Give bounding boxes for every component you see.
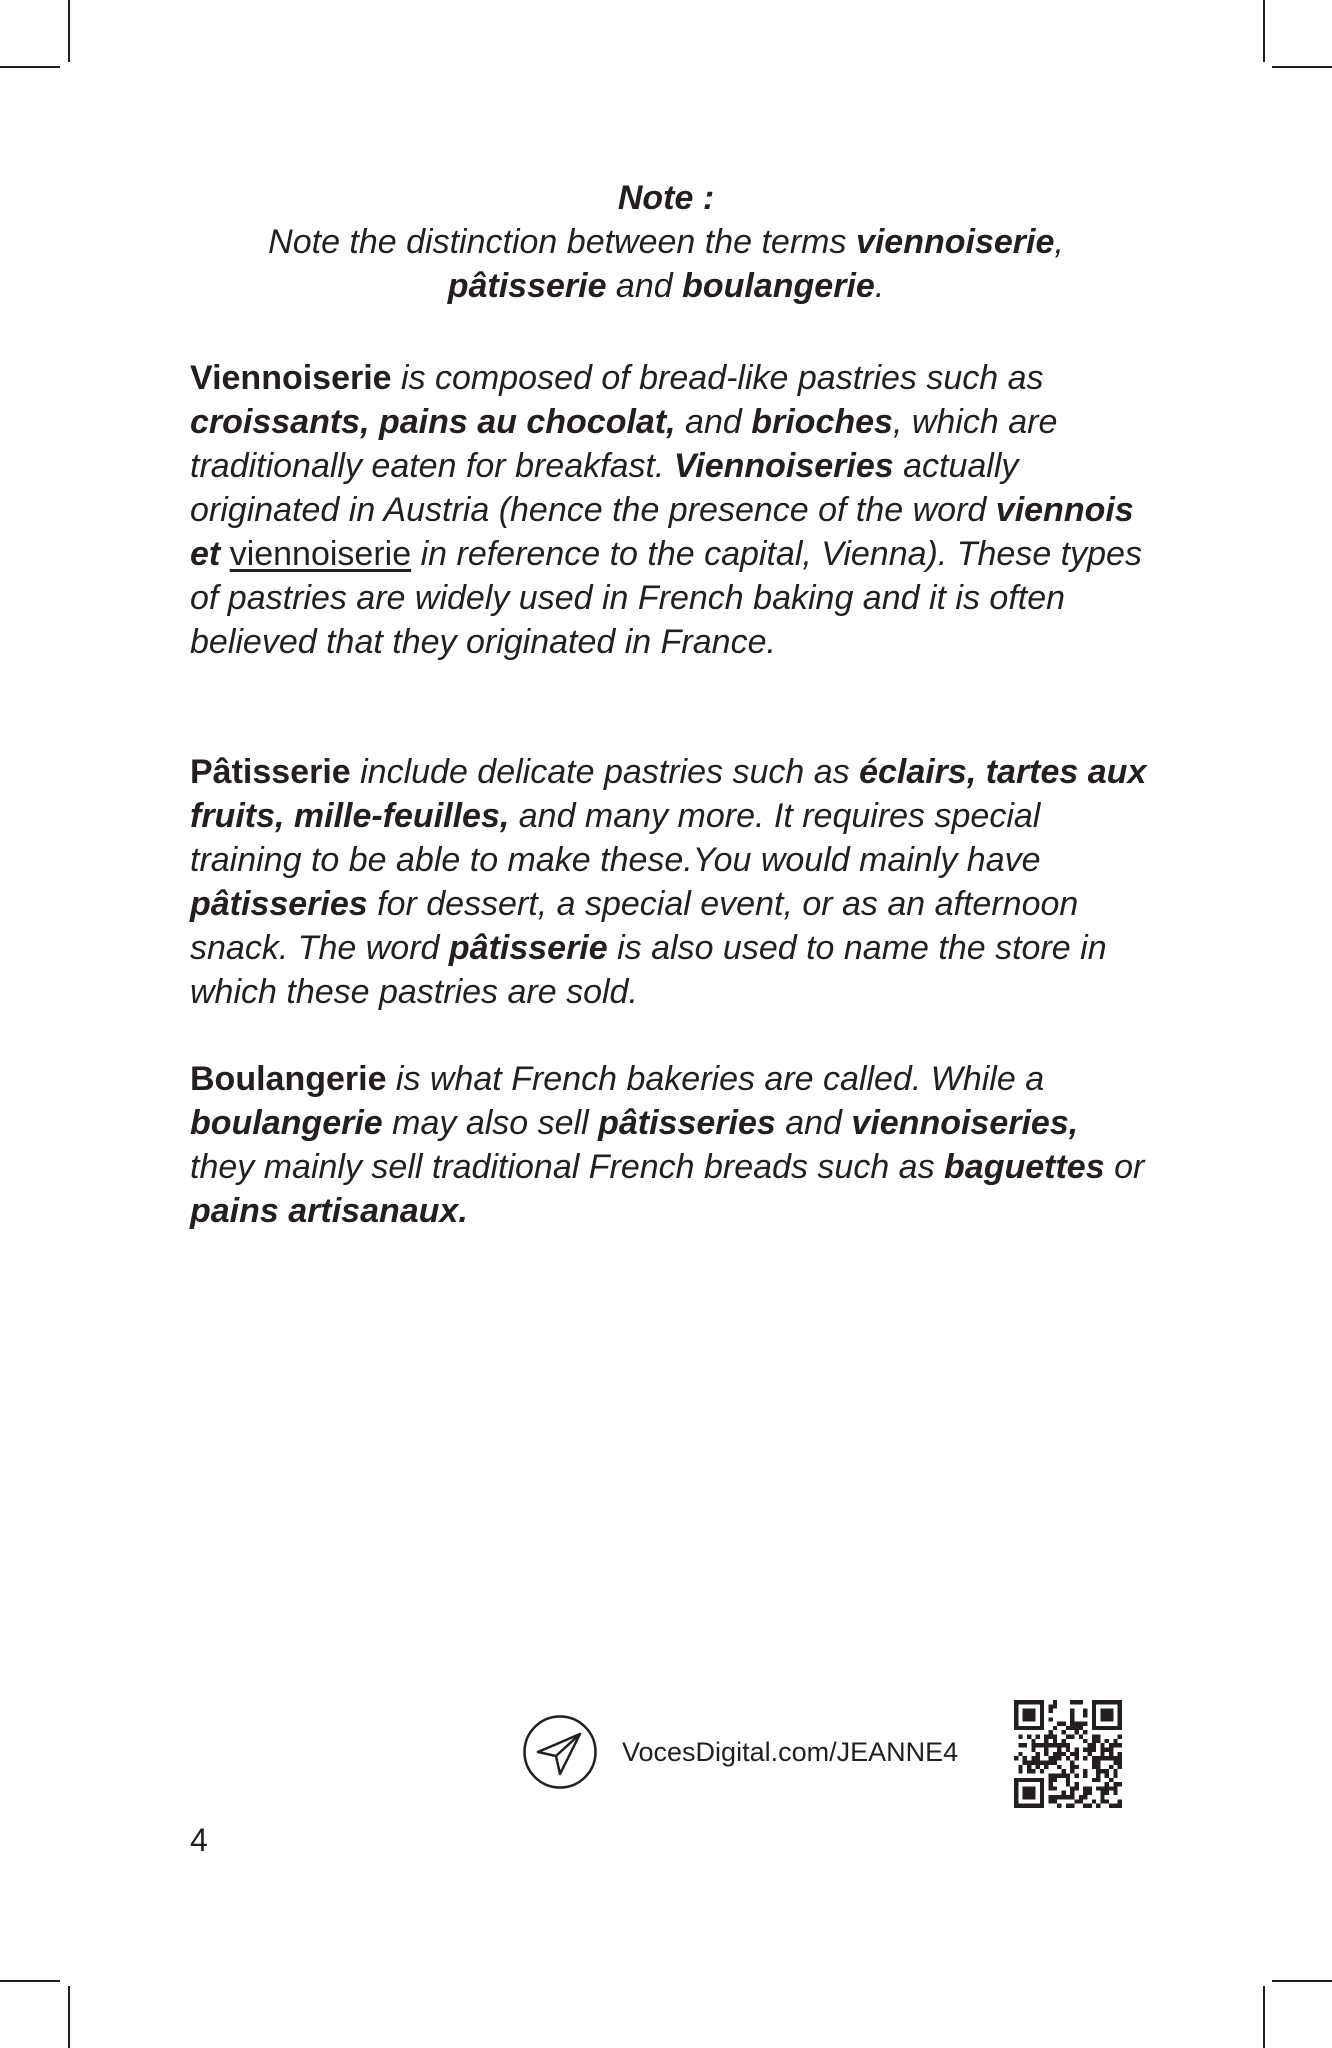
crop-mark-top-left-horizontal bbox=[0, 66, 60, 68]
navigation-arrow-icon bbox=[522, 1714, 598, 1790]
bold-term: boulangerie bbox=[190, 1104, 383, 1142]
paragraph-text: and bbox=[675, 403, 752, 441]
paragraph-lead: Boulangerie bbox=[190, 1060, 387, 1098]
bold-term: pâtisserie bbox=[448, 929, 608, 967]
note-title: Note : bbox=[617, 179, 715, 217]
bold-term: viennoiseries, bbox=[851, 1104, 1079, 1142]
crop-mark-top-right-horizontal bbox=[1272, 66, 1332, 68]
paragraph-text: in reference to the capital, Vienna). These types of pastries are widely used in French baking and it is often believed that they originated in France. bbox=[190, 535, 1142, 661]
paragraph-lead: Pâtisserie bbox=[190, 753, 351, 791]
paragraph-text: is what French bakeries are called. While a bbox=[386, 1060, 1045, 1098]
note-comma: , bbox=[1054, 223, 1064, 261]
bold-term: pains artisanaux. bbox=[190, 1192, 468, 1230]
crop-mark-bottom-left-horizontal bbox=[0, 1980, 60, 1982]
paragraph-boulangerie bbox=[190, 1057, 1150, 1233]
note-block bbox=[190, 176, 1142, 308]
note-text bbox=[190, 220, 1142, 308]
note-and: and bbox=[606, 267, 683, 305]
paragraph-text: include delicate pastries such as bbox=[350, 753, 860, 791]
crop-mark-bottom-left-vertical bbox=[68, 1986, 70, 2048]
paragraph-lead: Viennoiserie bbox=[190, 359, 392, 397]
underlined-term: viennoiserie bbox=[229, 535, 412, 573]
paragraph-patisserie bbox=[190, 750, 1150, 1014]
paragraph-viennoiserie bbox=[190, 356, 1150, 664]
paragraph-text: and many more. It requires special training to be able to make these.You would mainly have bbox=[190, 797, 1041, 879]
paragraph-text: for dessert, a special event, or as an afternoon snack. The word bbox=[190, 885, 1079, 967]
note-term-patisserie: pâtisserie bbox=[447, 267, 607, 305]
bold-term: Viennoiseries bbox=[673, 447, 894, 485]
space bbox=[220, 535, 229, 573]
crop-mark-top-left-vertical bbox=[68, 0, 70, 62]
note-term-boulangerie: boulangerie bbox=[682, 267, 875, 305]
crop-mark-bottom-right-horizontal bbox=[1272, 1980, 1332, 1982]
resource-url[interactable]: VocesDigital.com/JEANNE4 bbox=[622, 1736, 959, 1767]
paragraph-text: is also used to name the store in which these pastries are sold. bbox=[190, 929, 1107, 1011]
note-term-viennoiserie: viennoiserie bbox=[855, 223, 1055, 261]
crop-mark-top-right-vertical bbox=[1263, 0, 1265, 62]
bold-term: pâtisseries bbox=[598, 1104, 776, 1142]
bold-term: viennois et bbox=[190, 491, 1134, 573]
crop-mark-bottom-right-vertical bbox=[1263, 1986, 1265, 2048]
qr-code-icon[interactable] bbox=[1014, 1700, 1122, 1808]
bold-term: croissants, pains au chocolat, bbox=[190, 403, 676, 441]
paragraph-text: is composed of bread-like pastries such as bbox=[391, 359, 1044, 397]
bold-term: brioches bbox=[751, 403, 893, 441]
paragraph-text: or bbox=[1104, 1148, 1145, 1186]
paragraph-text: , which are traditionally eaten for breakfast. bbox=[190, 403, 1058, 485]
bold-term: pâtisseries bbox=[190, 885, 368, 923]
bold-term: baguettes bbox=[944, 1148, 1105, 1186]
paragraph-text: actually originated in Austria (hence the presence of the word bbox=[190, 447, 1019, 529]
note-line-text: Note the distinction between the terms bbox=[268, 223, 856, 261]
paragraph-text: they mainly sell traditional French breads such as bbox=[190, 1148, 945, 1186]
paragraph-text: may also sell bbox=[382, 1104, 599, 1142]
paragraph-text: and bbox=[775, 1104, 852, 1142]
note-period: . bbox=[874, 267, 885, 305]
digital-resource-link[interactable] bbox=[522, 1712, 958, 1792]
bold-term: éclairs, tartes aux fruits, mille-feuilles, bbox=[190, 753, 1147, 835]
page-number: 4 bbox=[190, 1822, 208, 1858]
